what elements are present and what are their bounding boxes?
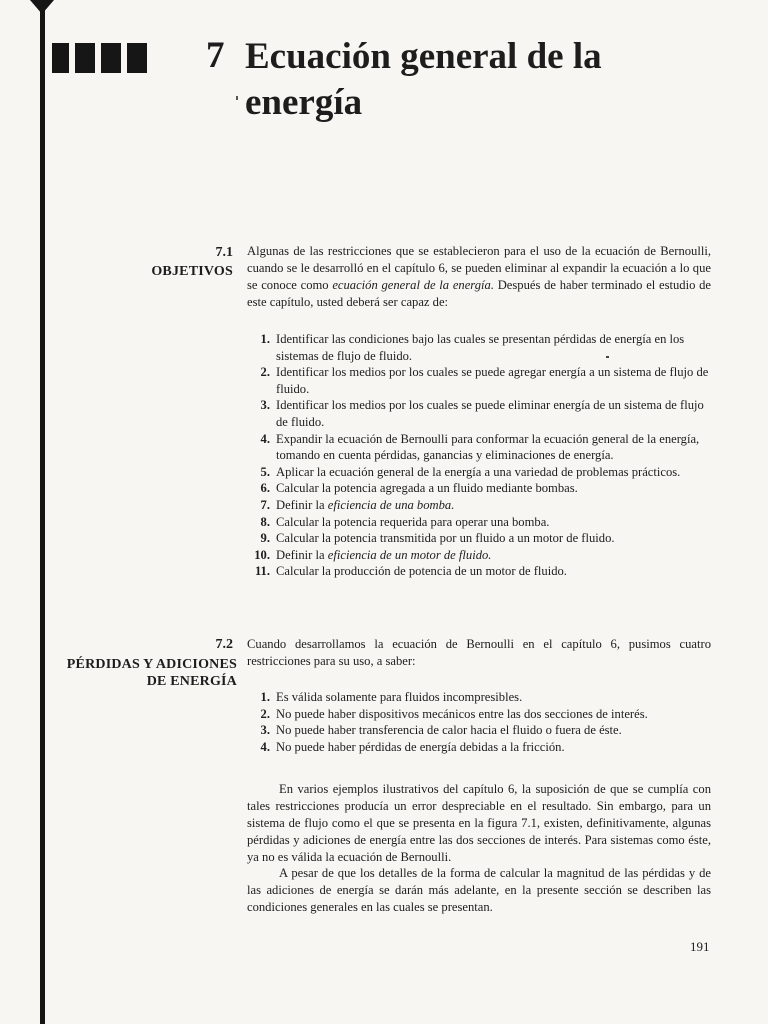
intro-text-end: Después de haber terminado el estudio de este capítulo, usted deberá ser capaz de:	[247, 278, 711, 309]
item-number: 10.	[254, 547, 270, 562]
item-number: 7.	[260, 497, 270, 512]
print-speck	[236, 96, 238, 100]
section-title-perdidas	[0, 656, 237, 690]
marker-block	[52, 43, 69, 73]
marker-block	[75, 43, 95, 73]
item-text: Calcular la producción de potencia de un motor de fluido.	[276, 564, 567, 579]
item-text: No puede haber transferencia de calor hacia el fluido o fuera de éste.	[276, 723, 622, 738]
item-number: 3.	[260, 723, 270, 738]
section-title-objetivos: OBJETIVOS	[151, 264, 233, 279]
print-speck	[606, 356, 609, 358]
list-item	[256, 480, 714, 497]
chapter-marker-blocks	[52, 43, 147, 73]
item-text: Calcular la potencia transmitida por un fluido a un motor de fluido.	[276, 531, 615, 546]
list-item	[256, 397, 714, 430]
item-number: 1.	[260, 332, 270, 346]
page-number: 191	[690, 939, 710, 954]
item-number: 4.	[260, 431, 270, 446]
list-item	[256, 464, 714, 481]
item-text: No puede haber pérdidas de energía debidas a la fricción.	[276, 739, 565, 754]
chapter-number: 7	[206, 35, 225, 76]
item-emphasis: eficiencia de un motor de fluido.	[327, 547, 492, 562]
item-number: 4.	[260, 739, 270, 754]
restrictions-list	[256, 689, 714, 755]
list-item	[256, 722, 714, 739]
item-number: 2.	[260, 365, 270, 380]
section-7-1-intro	[247, 243, 711, 311]
section-title-line: PÉRDIDAS Y ADICIONES	[66, 657, 237, 672]
item-text: Calcular la potencia requerida para operar una bomba.	[276, 514, 550, 529]
section-7-2-intro: Cuando desarrollamos la ecuación de Bernoulli en el capítulo 6, pusimos cuatro restricciones para su uso, a saber:	[247, 637, 711, 668]
marker-block	[127, 43, 147, 73]
item-emphasis: eficiencia de una bomba.	[327, 497, 455, 512]
binding-edge	[40, 0, 45, 1024]
item-text: Calcular la potencia agregada a un fluido mediante bombas.	[276, 481, 578, 496]
section-number-7-1: 7.1	[215, 245, 233, 260]
list-item	[256, 364, 714, 397]
item-number: 11.	[254, 564, 270, 579]
list-item	[256, 563, 714, 580]
item-text: No puede haber dispositivos mecánicos entre las dos secciones de interés.	[276, 706, 648, 721]
item-number: 1.	[260, 690, 270, 704]
section-number-7-2: 7.2	[215, 637, 233, 652]
item-text: Definir la	[276, 497, 328, 512]
section-title-line: DE ENERGÍA	[146, 674, 237, 689]
list-item	[256, 331, 714, 364]
item-number: 9.	[260, 531, 270, 546]
item-number: 2.	[260, 706, 270, 721]
list-item	[256, 514, 714, 531]
item-text: Identificar las condiciones bajo las cuales se presentan pérdidas de energía en los sistemas de flujo de fluido.	[276, 332, 685, 363]
item-number: 8.	[260, 514, 270, 529]
list-item	[256, 739, 714, 756]
marker-block	[101, 43, 121, 73]
list-item	[256, 497, 714, 514]
list-item	[256, 547, 714, 564]
chapter-title: Ecuación general de la energía	[245, 36, 602, 123]
list-item	[256, 689, 714, 706]
item-number: 6.	[260, 481, 270, 496]
intro-emphasis: ecuación general de la energía.	[332, 278, 494, 292]
body-paragraph: En varios ejemplos ilustrativos del capítulo 6, la suposición de que se cumplía con tales restricciones producía un error despreciable en el resultado. Sin embargo, para un sistema de flujo como el que se presenta en la figura 7.1, existen, definitivamente, algunas pérdidas y adiciones de energía entre las dos secciones de interés. Para sistemas como éste, ya no es válida la ecuación de Bernoulli.	[247, 782, 711, 864]
item-text: Es válida solamente para fluidos incompresibles.	[276, 690, 523, 704]
body-paragraph: A pesar de que los detalles de la forma de calcular la magnitud de las pérdidas y de las adiciones de energía se darán más adelante, en la presente sección se describen las condiciones generales en las cuales se presentan.	[247, 866, 711, 914]
list-item	[256, 431, 714, 464]
item-text: Definir la	[276, 547, 328, 562]
objectives-list	[256, 331, 714, 580]
item-number: 3.	[260, 398, 270, 413]
item-text: Expandir la ecuación de Bernoulli para conformar la ecuación general de la energía, tomando en cuenta pérdidas, ganancias y eliminaciones de energía.	[276, 431, 700, 463]
intro-text: Algunas de las restricciones que se establecieron para el uso de la ecuación de Bernoulli, cuando se le desarrolló en el capítulo 6, se pueden eliminar al expandir la ecuación a lo que se conoce como	[247, 244, 711, 292]
list-item	[256, 530, 714, 547]
item-text: Aplicar la ecuación general de la energía a una variedad de problemas prácticos.	[276, 464, 681, 479]
list-item	[256, 706, 714, 723]
item-number: 5.	[260, 464, 270, 479]
item-text: Identificar los medios por los cuales se puede eliminar energía de un sistema de flujo de fluido.	[276, 398, 704, 429]
item-text: Identificar los medios por los cuales se puede agregar energía a un sistema de flujo de fluido.	[276, 365, 709, 396]
